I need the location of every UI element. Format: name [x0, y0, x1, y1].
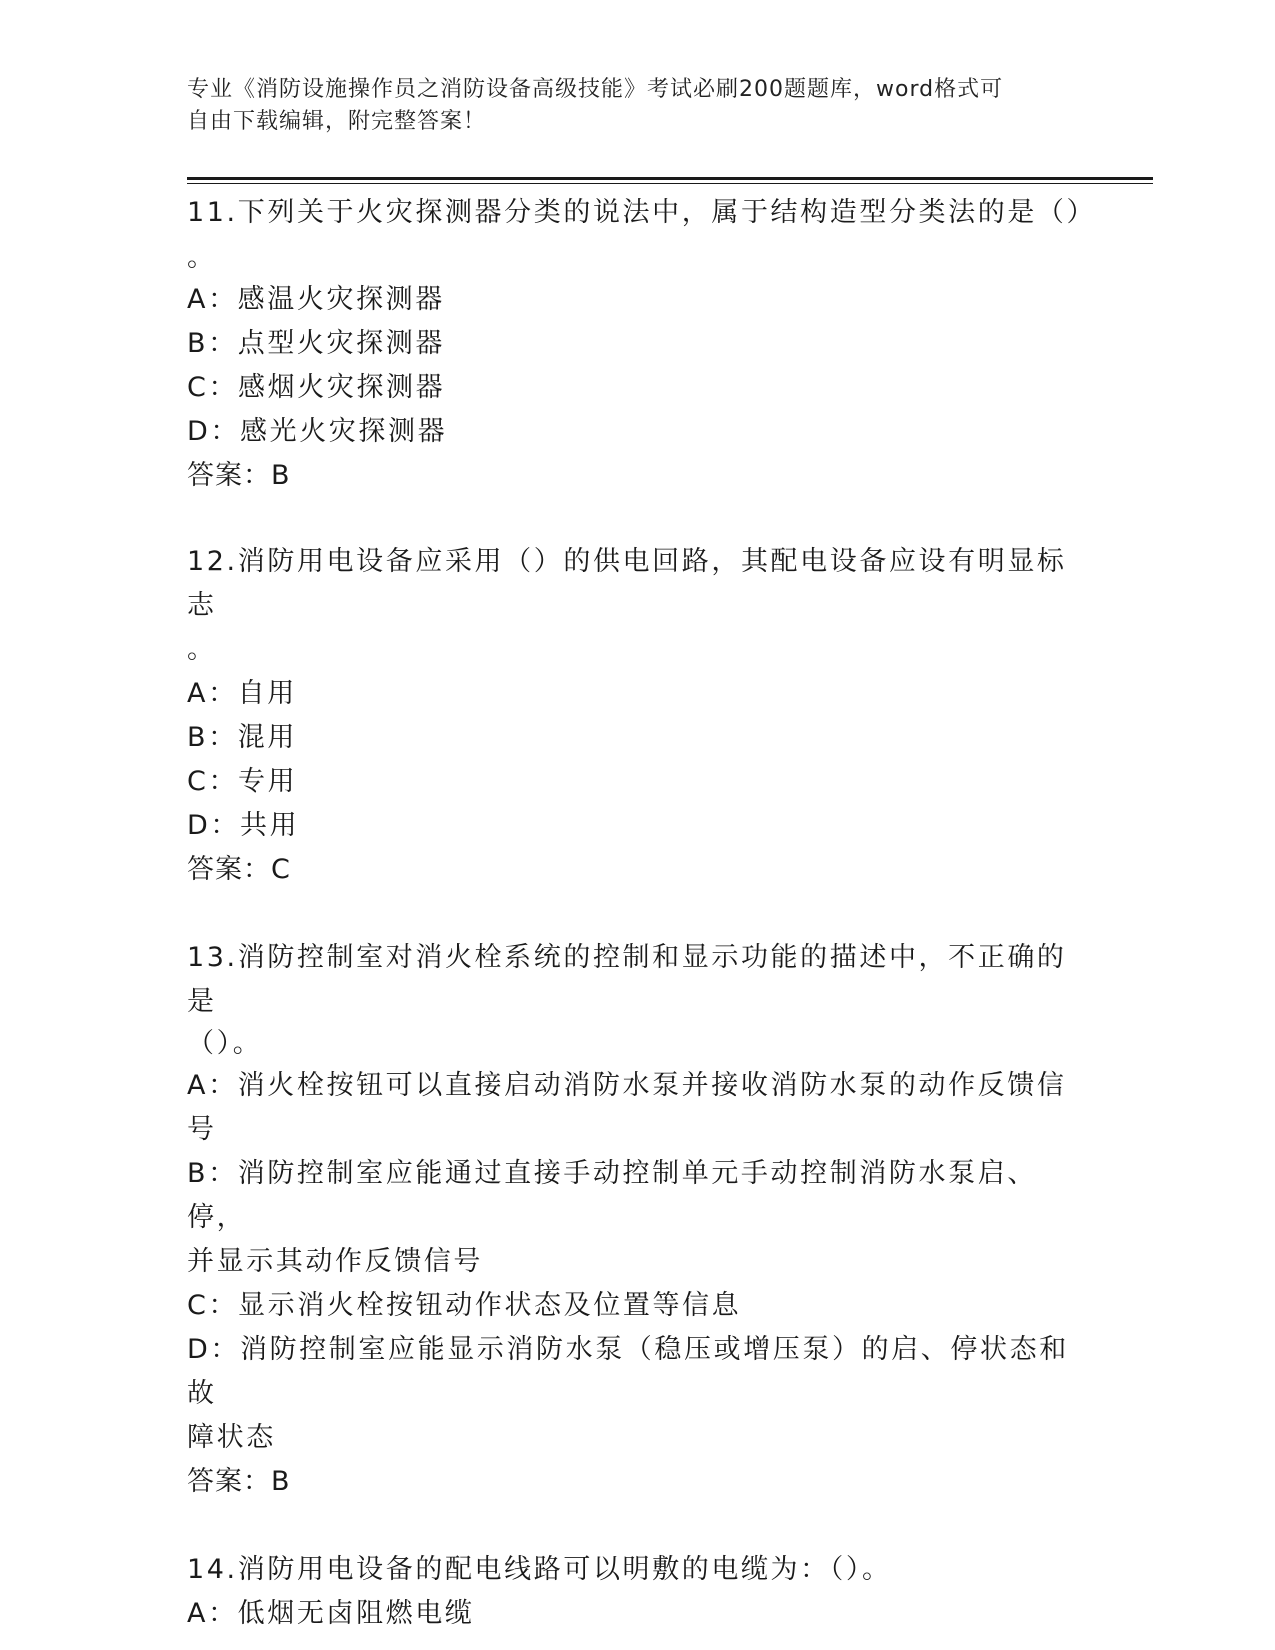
option-c: C：显示消火栓按钮动作状态及位置等信息 — [187, 1290, 742, 1321]
option-d-continued: 障状态 — [187, 1422, 276, 1453]
question-11 — [187, 188, 1097, 498]
option-b: B：点型火灾探测器 — [187, 328, 445, 359]
header-line-1: 专业《消防设施操作员之消防设备高级技能》考试必刷200题题库，word格式可 — [187, 77, 1004, 102]
question-gap — [187, 1504, 1087, 1548]
question-stem-tail: （）。 — [187, 1028, 263, 1059]
question-gap — [187, 498, 1087, 540]
question-stem: 14.消防用电设备的配电线路可以明敷的电缆为：（）。 — [187, 1554, 892, 1585]
option-b: B：混用 — [187, 722, 297, 753]
option-b-continued: 并显示其动作反馈信号 — [187, 1246, 483, 1277]
option-b: B：消防控制室应能通过直接手动控制单元手动控制消防水泵启、停， — [187, 1158, 1037, 1233]
option-d: D：感光火灾探测器 — [187, 416, 448, 447]
header-line-2: 自由下载编辑，附完整答案！ — [187, 109, 487, 134]
option-d: D：共用 — [187, 810, 300, 841]
header-divider-thick — [187, 177, 1153, 180]
option-a: A：低烟无卤阻燃电缆 — [187, 1598, 475, 1629]
answer: 答案：C — [187, 854, 291, 885]
option-c: C：专用 — [187, 766, 298, 797]
option-a: A：消火栓按钮可以直接启动消防水泵并接收消防水泵的动作反馈信号 — [187, 1070, 1067, 1145]
document-header — [187, 74, 1067, 138]
option-d: D：消防控制室应能显示消防水泵（稳压或增压泵）的启、停状态和故 — [187, 1334, 1069, 1409]
header-divider-thin — [187, 183, 1153, 184]
option-a: A：感温火灾探测器 — [187, 284, 445, 315]
option-c: C：感烟火灾探测器 — [187, 372, 446, 403]
question-12 — [187, 540, 1087, 892]
question-stem: 12.消防用电设备应采用（）的供电回路，其配电设备应设有明显标志 — [187, 546, 1067, 621]
option-a: A：自用 — [187, 678, 297, 709]
question-stem: 13.消防控制室对消火栓系统的控制和显示功能的描述中，不正确的是 — [187, 942, 1067, 1017]
answer: 答案：B — [187, 1466, 291, 1497]
answer: 答案：B — [187, 460, 291, 491]
question-14 — [187, 1548, 1087, 1636]
question-stem-tail: 。 — [187, 634, 217, 665]
question-gap — [187, 892, 1087, 936]
question-13 — [187, 936, 1087, 1504]
question-stem-tail: 。 — [187, 242, 217, 273]
question-list — [187, 188, 1097, 1636]
question-stem: 11.下列关于火灾探测器分类的说法中，属于结构造型分类法的是（） — [187, 197, 1097, 228]
